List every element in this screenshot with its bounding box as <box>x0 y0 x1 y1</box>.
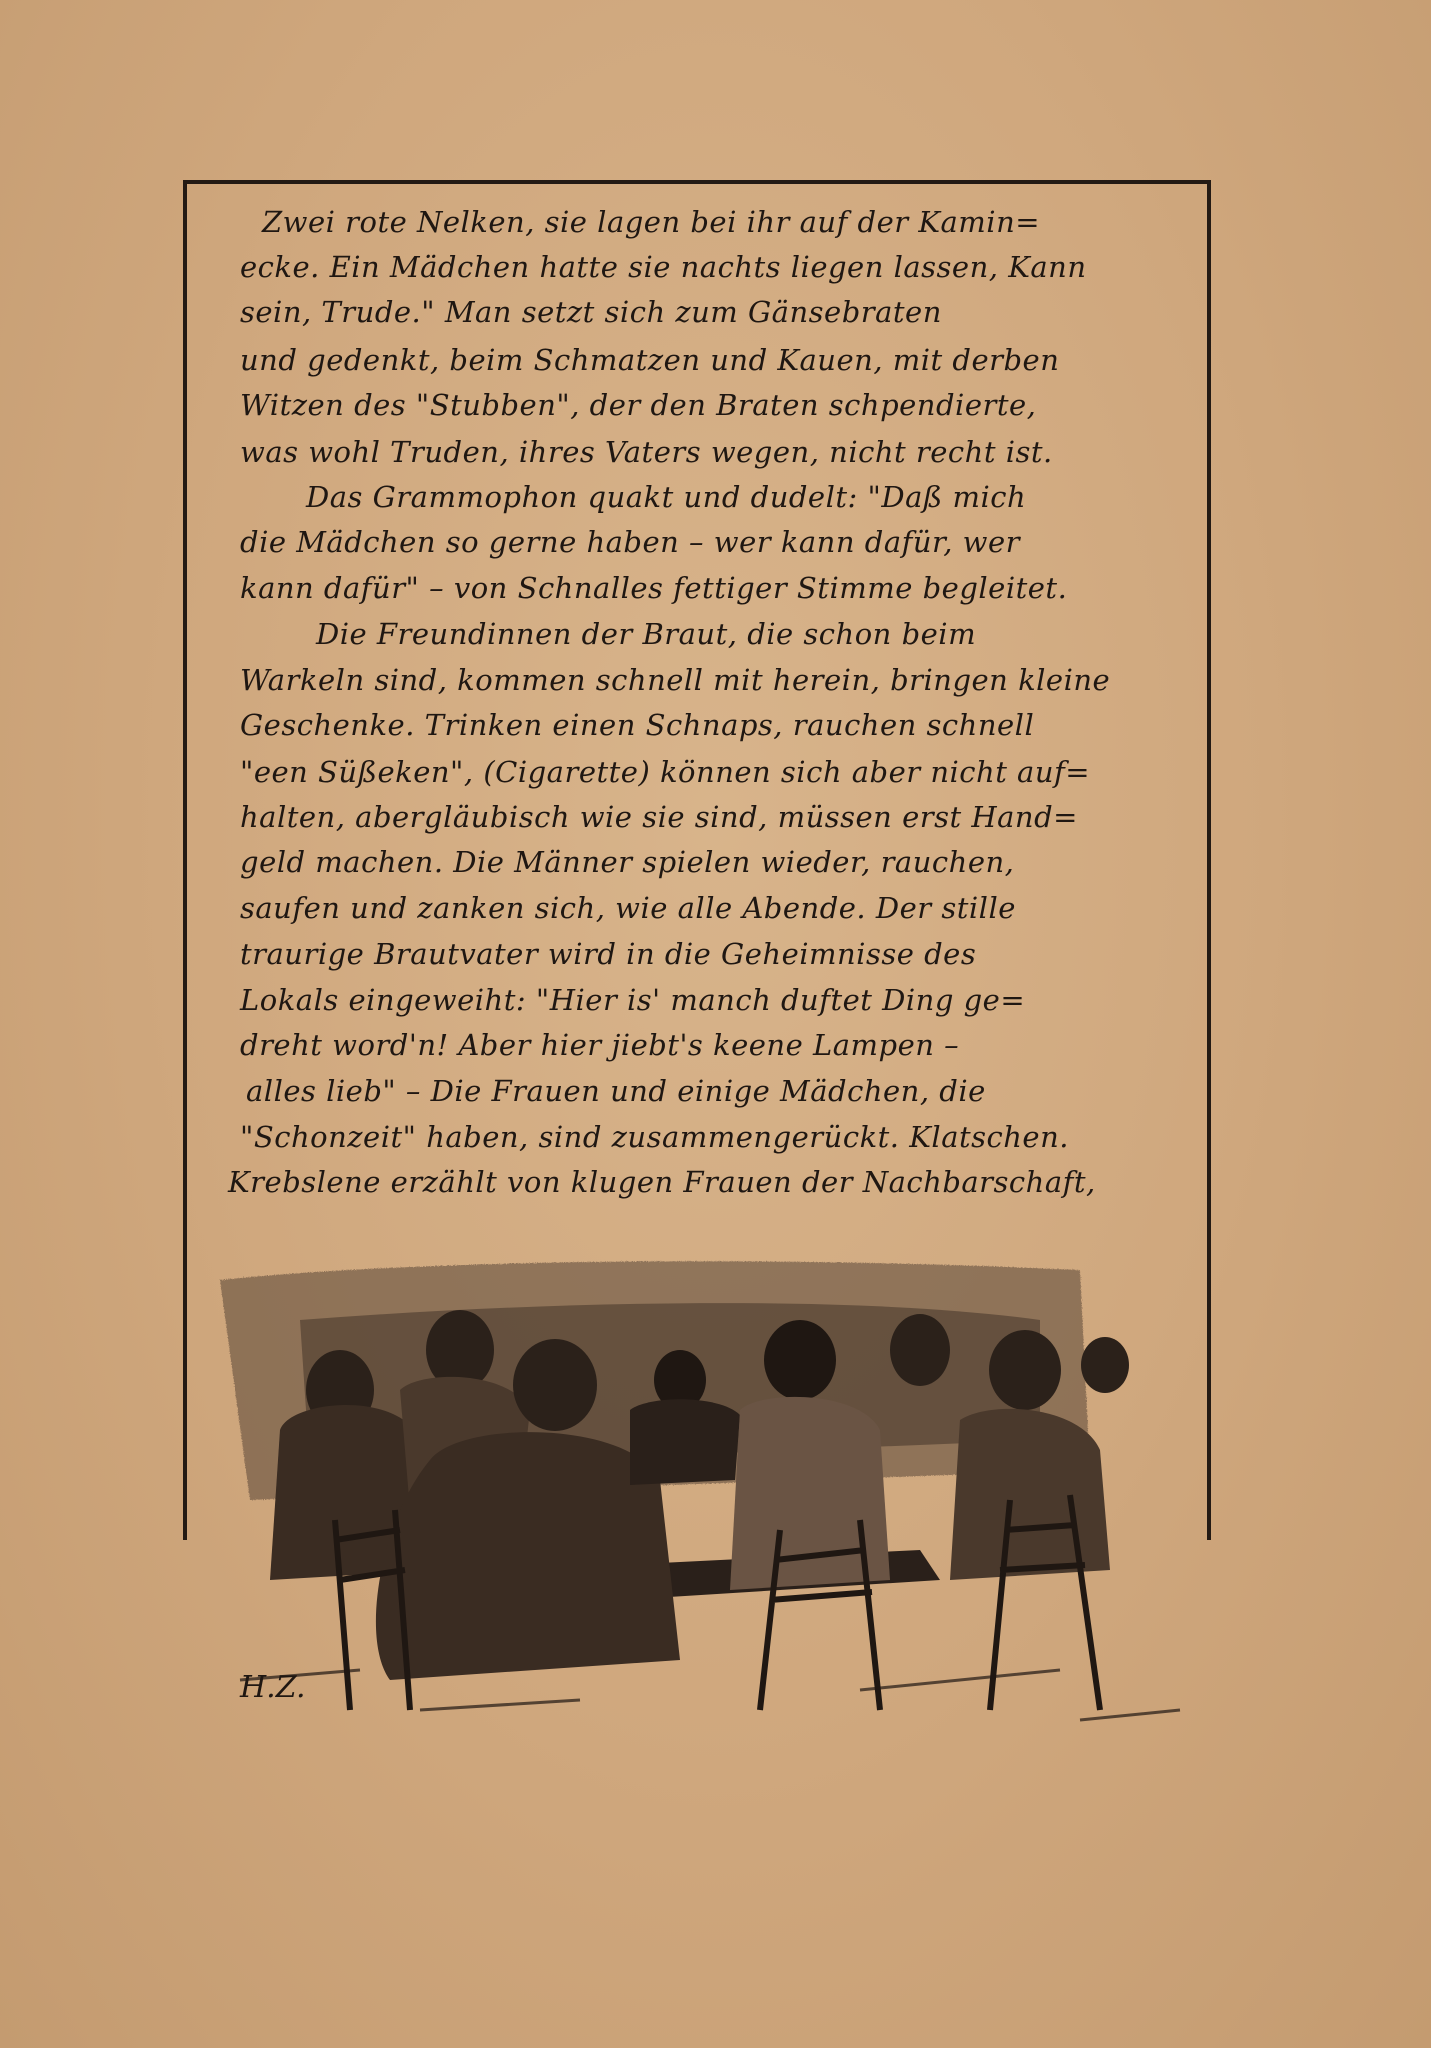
text-line: halten, abergläubisch wie sie sind, müssen erst Hand= <box>240 800 1078 834</box>
text-line: geld machen. Die Männer spielen wieder, rauchen, <box>240 845 1015 879</box>
text-line: was wohl Truden, ihres Vaters wegen, nicht recht ist. <box>240 435 1053 469</box>
figure-woman-back-head <box>764 1320 836 1400</box>
floor-hatching <box>240 1670 1180 1720</box>
artist-monogram: H.Z. <box>240 1670 306 1705</box>
text-line: "een Süßeken", (Cigarette) können sich aber nicht auf= <box>240 755 1091 789</box>
text-line: Warkeln sind, kommen schnell mit herein, bringen kleine <box>240 663 1111 697</box>
text-line: ecke. Ein Mädchen hatte sie nachts liegen lassen, Kann <box>240 250 1087 284</box>
figure-right-head <box>890 1314 950 1386</box>
text-line: und gedenkt, beim Schmatzen und Kauen, mit derben <box>240 343 1060 377</box>
figure-old-man-body <box>630 1399 740 1485</box>
text-line: Krebslene erzählt von klugen Frauen der Nachbarschaft, <box>228 1165 1096 1199</box>
text-line: traurige Brautvater wird in die Geheimnisse des <box>240 937 977 971</box>
text-line: sein, Trude." Man setzt sich zum Gänsebraten <box>240 295 942 329</box>
handwritten-text-block <box>228 195 1188 1235</box>
text-line: Das Grammophon quakt und dudelt: "Daß mich <box>306 480 1027 514</box>
text-line: alles lieb" – Die Frauen und einige Mädchen, die <box>246 1074 986 1108</box>
text-line: dreht word'n! Aber hier jiebt's keene Lampen – <box>240 1028 960 1062</box>
text-line: Zwei rote Nelken, sie lagen bei ihr auf der Kamin= <box>262 205 1041 239</box>
text-line: Lokals eingeweiht: "Hier is' manch duftet Ding ge= <box>240 983 1026 1017</box>
tavern-scene-illustration <box>160 1240 1240 1740</box>
figure-boy-head <box>1081 1337 1129 1393</box>
figure-center-head <box>513 1339 597 1431</box>
text-line: "Schonzeit" haben, sind zusammengerückt. Klatschen. <box>240 1120 1069 1154</box>
text-line: kann dafür" – von Schnalles fettiger Stimme begleitet. <box>240 571 1068 605</box>
text-line: die Mädchen so gerne haben – wer kann dafür, wer <box>240 525 1020 559</box>
text-line: saufen und zanken sich, wie alle Abende. Der stille <box>240 891 1016 925</box>
figure-far-right-head <box>989 1330 1061 1410</box>
text-line: Die Freundinnen der Braut, die schon beim <box>316 617 977 651</box>
text-line: Witzen des "Stubben", der den Braten schpendierte, <box>240 388 1037 422</box>
text-line: Geschenke. Trinken einen Schnaps, rauchen schnell <box>240 708 1035 742</box>
figure-right-body <box>950 1409 1110 1580</box>
